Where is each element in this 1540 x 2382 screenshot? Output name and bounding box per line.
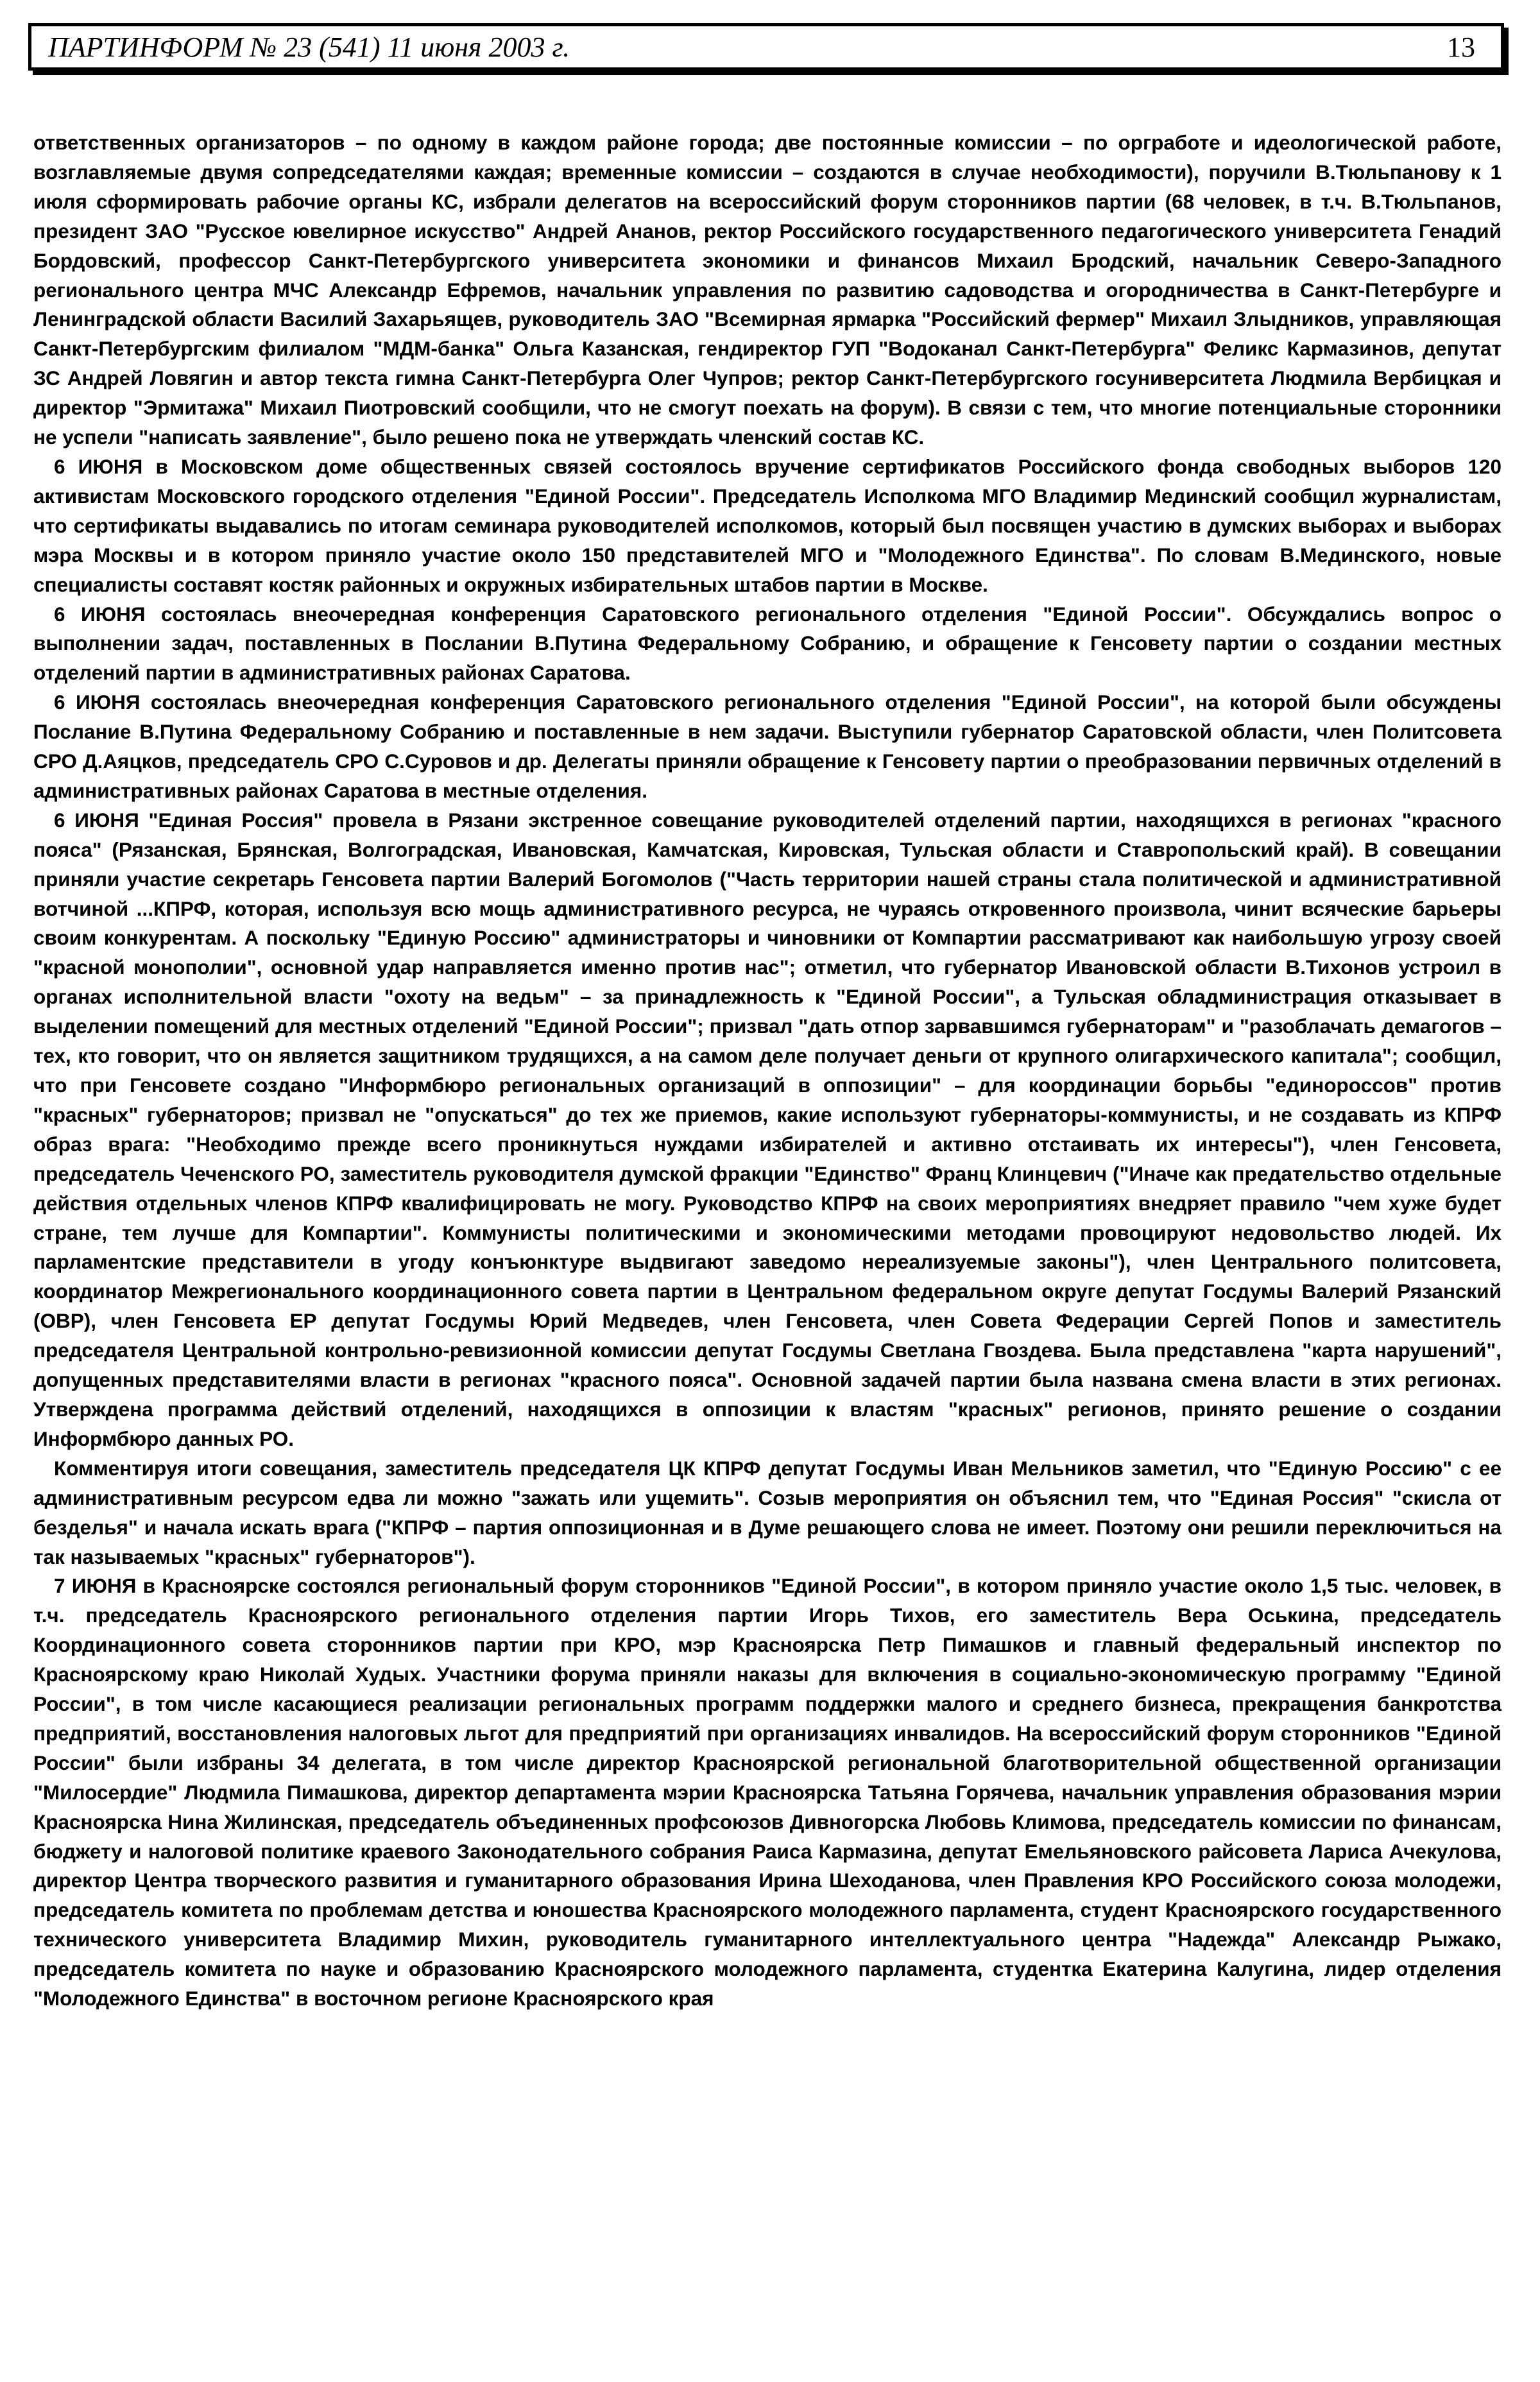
article-body [33, 128, 1502, 2014]
paragraph-6: Комментируя итоги совещания, заместитель председателя ЦК КПРФ депутат Госдумы Иван Мельников заметил, что "Единую Россию" с ее административным ресурсом едва ли можно "зажать или ущемить". Созыв мероприятия он объяснил тем, что "Единая Россия" "скисла от безделья" и начала искать врага ("КПРФ – партия оппозиционная и в Думе решающего слова не имеет. Поэтому они решили переключиться на так называемых "красных" губернаторов"). [33, 1456, 1502, 1568]
page-header [28, 23, 1504, 71]
page-number: 13 [1447, 31, 1475, 63]
publication-title: ПАРТИНФОРМ № 23 (541) 11 июня 2003 г. [48, 31, 570, 63]
paragraph-3: 6 ИЮНЯ состоялась внеочередная конференция Саратовского регионального отделения "Единой России". Обсуждались вопрос о выполнении задач, поставленных в Послании В.Путина Федеральному Собранию, и обращение к Генсовету партии о создании местных отделений партии в административных районах Саратова. [33, 602, 1502, 685]
paragraph-1: ответственных организаторов – по одному в каждом районе города; две постоянные комиссии – по оргработе и идеологической работе, возглавляемые двумя сопредседателями каждая; временные комиссии – создаются в случае необходимости), поручили В.Тюльпанову к 1 июля сформировать рабочие органы КС, избрали делегатов на всероссийский форум сторонников партии (68 человек, в т.ч. В.Тюльпанов, президент ЗАО "Русское ювелирное искусство" Андрей Ананов, ректор Российского государственного педагогического университета Генадий Бордовский, профессор Санкт-Петербургского университета экономики и финансов Михаил Бродский, начальник Северо-Западного регионального центра МЧС Александр Ефремов, начальник управления по развитию садоводства и огородничества в Санкт-Петербурге и Ленинградской области Василий Захарьящев, руководитель ЗАО "Всемирная ярмарка "Российский фермер" Михаил Злыдников, управляющая Санкт-Петербургским филиалом "МДМ-банка" Ольга Казанская, гендиректор ГУП "Водоканал Санкт-Петербурга" Феликс Кармазинов, депутат ЗС Андрей Ловягин и автор текста гимна Санкт-Петербурга Олег Чупров; ректор Санкт-Петербургского госуниверситета Людмила Вербицкая и директор "Эрмитажа" Михаил Пиотровский сообщили, что не смогут поехать на форум). В связи с тем, что многие потенциальные сторонники не успели "написать заявление", было решено пока не утверждать членский состав КС. [33, 131, 1502, 449]
paragraph-5: 6 ИЮНЯ "Единая Россия" провела в Рязани экстренное совещание руководителей отделений партии, находящихся в регионах "красного пояса" (Рязанская, Брянская, Волгоградская, Ивановская, Камчатская, Кировская, Тульская области и Ставропольский край). В совещании приняли участие секретарь Генсовета партии Валерий Богомолов ("Часть территории нашей страны стала политической и административной вотчиной ...КПРФ, которая, используя всю мощь административного ресурса, не чураясь откровенного произвола, чинит всяческие барьеры своим конкурентам. А поскольку "Единую Россию" администраторы и чиновники от Компартии рассматривают как наибольшую угрозу своей "красной монополии", основной удар направляется именно против нас"; отметил, что губернатор Ивановской области В.Тихонов устроил в органах исполнительной власти "охоту на ведьм" – за принадлежность к "Единой России", а Тульская обладминистрация отказывает в выделении помещений для местных отделений "Единой России"; призвал "дать отпор зарвавшимся губернаторам" и "разоблачать демагогов – тех, кто говорит, что он является защитником трудящихся, а на самом деле получает деньги от крупного олигархического капитала"; сообщил, что при Генсовете создано "Информбюро региональных организаций в оппозиции" – для координации борьбы "единороссов" против "красных" губернаторов; призвал не "опускаться" до тех же приемов, какие используют губернаторы-коммунисты, и не создавать из КПРФ образ врага: "Необходимо прежде всего проникнуться нуждами избирателей и активно отстаивать их интересы"), член Генсовета, председатель Чеченского РО, заместитель руководителя думской фракции "Единство" Франц Клинцевич ("Иначе как предательство отдельные действия отдельных членов КПРФ квалифицировать не могу. Руководство КПРФ на своих мероприятиях внедряет правило "чем хуже будет стране, тем лучше для Компартии". Коммунисты политическими и экономическими методами провоцируют недовольство людей. Их парламентские представители в угоду конъюнктуре выдвигают заведомо нереализуемые законы"), член Центрального политсовета, координатор Межрегионального координационного совета партии в Центральном федеральном округе депутат Госдумы Валерий Рязанский (ОВР), член Генсовета ЕР депутат Госдумы Юрий Медведев, член Генсовета, член Совета Федерации Сергей Попов и заместитель председателя Центральной контрольно-ревизионной комиссии депутат Госдумы Светлана Гвоздева. Была представлена "карта нарушений", допущенных представителями власти в регионах "красного пояса". Основной задачей партии была названа смена власти в этих регионах. Утверждена программа действий отделений, находящихся в оппозиции к властям "красных" регионов, принято решение о создании Информбюро данных РО. [33, 808, 1502, 1450]
paragraph-2: 6 ИЮНЯ в Московском доме общественных связей состоялось вручение сертификатов Российского фонда свободных выборов 120 активистам Московского городского отделения "Единой России". Председатель Исполкома МГО Владимир Мединский сообщил журналистам, что сертификаты выдавались по итогам семинара руководителей исполкомов, который был посвящен участию в думских выборах и выборах мэра Москвы и в котором приняло участие около 150 представителей МГО и "Молодежного Единства". По словам В.Мединского, новые специалисты составят костяк районных и окружных избирательных штабов партии в Москве. [33, 454, 1502, 596]
paragraph-7: 7 ИЮНЯ в Красноярске состоялся региональный форум сторонников "Единой России", в котором приняло участие около 1,5 тыс. человек, в т.ч. председатель Красноярского регионального отделения партии Игорь Тихов, его заместитель Вера Оськина, председатель Координационного совета сторонников партии при КРО, мэр Красноярска Петр Пимашков и главный федеральный инспектор по Красноярскому краю Николай Худых. Участники форума приняли наказы для включения в социально-экономическую программу "Единой России", в том числе касающиеся реализации региональных программ поддержки малого и среднего бизнеса, прекращения банкротства предприятий, восстановления налоговых льгот для предприятий при организациях инвалидов. На всероссийский форум сторонников "Единой России" были избраны 34 делегата, в том числе директор Красноярской региональной благотворительной общественной организации "Милосердие" Людмила Пимашкова, директор департамента мэрии Красноярска Татьяна Горячева, начальник управления образования мэрии Красноярска Нина Жилинская, председатель объединенных профсоюзов Дивногорска Любовь Климова, председатель комиссии по финансам, бюджету и налоговой политике краевого Законодательного собрания Раиса Кармазина, депутат Емельяновского райсовета Лариса Ачекулова, директор Центра творческого развития и гуманитарного образования Ирина Шеходанова, член Правления КРО Российского союза молодежи, председатель комитета по проблемам детства и юношества Красноярского молодежного парламента, студент Красноярского государственного технического университета Владимир Михин, руководитель гуманитарного интеллектуального центра "Надежда" Александр Рыжако, председатель комитета по науке и образованию Красноярского молодежного парламента, студентка Екатерина Калугина, лидер отделения "Молодежного Единства" в восточном регионе Красноярского края [33, 1574, 1502, 2010]
paragraph-4: 6 ИЮНЯ состоялась внеочередная конференция Саратовского регионального отделения "Единой России", на которой были обсуждены Послание В.Путина Федеральному Собранию и поставленные в нем задачи. Выступили губернатор Саратовской области, член Политсовета СРО Д.Аяцков, председатель СРО С.Суровов и др. Делегаты приняли обращение к Генсовету партии о преобразовании первичных отделений в административных районах Саратова в местные отделения. [33, 690, 1502, 802]
